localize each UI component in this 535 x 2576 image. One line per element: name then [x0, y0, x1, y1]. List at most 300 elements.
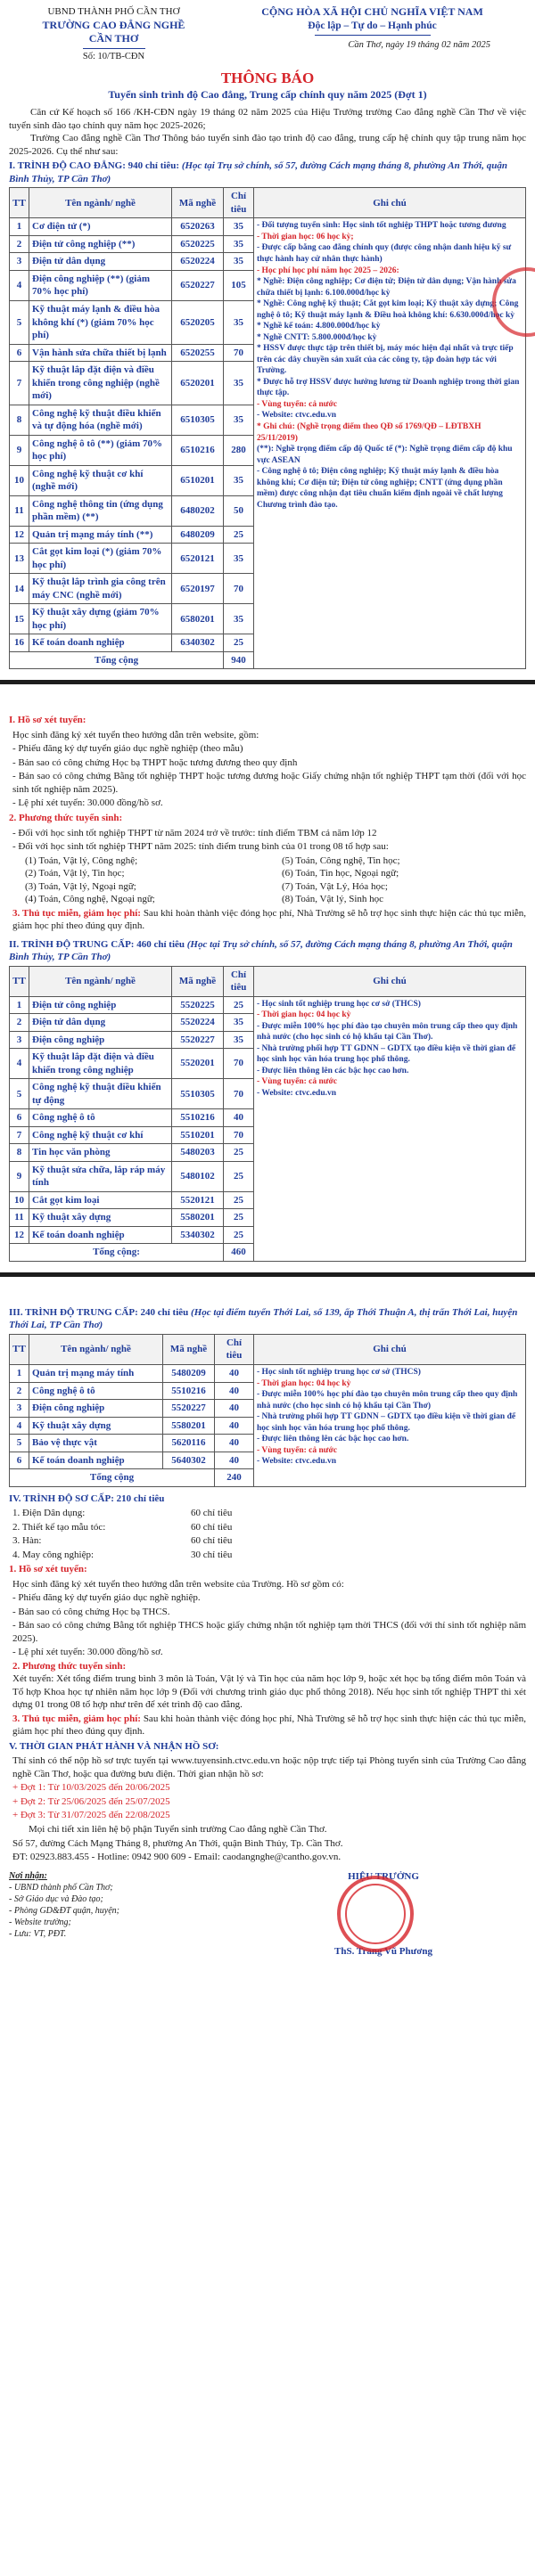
elementary-item	[0, 1521, 535, 1534]
program-name: Công nghệ kỹ thuật cơ khí	[29, 1126, 172, 1144]
header-rule	[83, 48, 145, 49]
row-index: 5	[10, 1079, 29, 1109]
subject-combos	[0, 855, 535, 906]
note-line: - Học phí học phí năm học 2025 – 2026:	[257, 266, 399, 275]
program-name: Quản trị mạng máy tính	[29, 1365, 163, 1383]
recipient-item: - Lưu: VT, PĐT.	[9, 1929, 67, 1940]
program-name: Điện tử dân dụng	[29, 253, 172, 271]
row-index: 9	[10, 435, 29, 465]
program-name: Điện công nghiệp	[29, 1031, 172, 1049]
program-name: Tin học văn phòng	[29, 1144, 172, 1162]
divider-line	[0, 1272, 535, 1277]
college-method-list	[0, 827, 535, 854]
note-line: (**): Nghề trọng điểm cấp độ Quốc tế (*): Nghề trọng điểm cấp độ khu vực ASEAN	[257, 445, 513, 465]
section-intermediate-location: (Học tại Trụ sở chính, số 57, đường Cách mạng tháng 8, phường An Thới, quận Bình Thủy, TP Cần Thơ)	[9, 938, 513, 963]
elementary-name: 4. May công nghiệp:	[12, 1549, 95, 1560]
row-index: 14	[10, 574, 29, 604]
program-name: Kỹ thuật lắp trình gia công trên máy CNC (nghề mới)	[29, 574, 172, 604]
subject-combo: (1) Toán, Vật lý, Công nghệ;	[25, 855, 138, 866]
official-seal-icon	[337, 1876, 414, 1952]
program-code: 6520255	[172, 344, 224, 362]
program-code: 6340302	[172, 634, 224, 652]
note-line: - Được liên thông lên các bậc học cao hơn.	[257, 1435, 409, 1444]
row-index: 4	[10, 1417, 29, 1435]
table-row	[10, 218, 526, 236]
program-quota: 35	[224, 301, 254, 345]
college-profile-heading: I. Hồ sơ xét tuyển:	[9, 715, 86, 726]
subject-combo: (2) Toán, Vật lý, Tin học;	[25, 868, 125, 879]
row-index: 3	[10, 253, 29, 271]
row-index: 8	[10, 1144, 29, 1162]
issuer-school-line2: CẦN THƠ	[88, 32, 139, 45]
program-code: 5640302	[163, 1452, 215, 1469]
note-line: - Vùng tuyển: cả nước	[257, 399, 337, 409]
nation-name: CỘNG HÒA XÃ HỘI CHỦ NGHĨA VIỆT NAM	[261, 5, 483, 18]
row-index: 10	[10, 465, 29, 495]
program-code: 5510216	[163, 1382, 215, 1400]
document-header	[0, 0, 535, 63]
program-code: 5480203	[172, 1144, 224, 1162]
program-code: 6520201	[172, 362, 224, 405]
section-timeline-title: V. THỜI GIAN PHÁT HÀNH VÀ NHẬN HỒ SƠ:	[9, 1740, 219, 1752]
recipient-item: - Sở Giáo dục và Đào tạo;	[9, 1893, 103, 1904]
row-index: 1	[10, 218, 29, 236]
section-thoilai-location: (Học tại điểm tuyển Thới Lai, số 139, ấp Thới Thuận A, thị trấn Thới Lai, huyện Thới Lai, TP Cần Thơ)	[9, 1306, 518, 1331]
program-code: 5510305	[172, 1079, 224, 1109]
elementary-quota: 30 chỉ tiêu	[191, 1549, 233, 1560]
section-college-heading	[0, 159, 535, 185]
program-name: Điện tử công nghiệp (**)	[29, 235, 172, 253]
note-line: - Được cấp bằng cao đẳng chính quy (được công nhận danh hiệu kỹ sư thực hành hay cử nhân thực hành)	[257, 243, 512, 265]
program-quota: 40	[215, 1400, 254, 1418]
program-quota: 35	[224, 405, 254, 435]
program-code: 5520225	[172, 996, 224, 1014]
college-table-body	[10, 218, 526, 669]
note-line: - Học sinh tốt nghiệp trung học cơ sở (THCS)	[257, 1368, 421, 1377]
program-quota: 70	[224, 1126, 254, 1144]
col-name: Tên ngành/ nghề	[29, 966, 172, 996]
program-quota: 35	[224, 1031, 254, 1049]
program-quota: 40	[215, 1365, 254, 1383]
note-line: - Được liên thông lên các bậc học cao hơn.	[257, 1066, 409, 1075]
program-name: Cắt gọt kim loại (*) (giảm 70% học phí)	[29, 544, 172, 574]
note-line: - Nhà trường phối hợp TT GDNN – GDTX tạo điều kiện về thời gian để học sinh học văn hóa trung học phổ thông.	[257, 1412, 516, 1433]
program-name: Kỹ thuật lắp đặt điện và điều khiển trong công nghiệp (nghề mới)	[29, 362, 172, 405]
program-quota: 35	[224, 362, 254, 405]
elementary-quota: 60 chỉ tiêu	[191, 1535, 233, 1547]
profile-item: - Phiếu đăng ký dự tuyển giáo dục nghề nghiệp.	[12, 1592, 201, 1604]
college-table-header	[10, 188, 526, 218]
profile-item: - Bản sao có công chứng Bằng tốt nghiệp THCS hoặc giấy chứng nhận tốt nghiệp tạm thời THCS (đối với thí sinh tốt nghiệp năm 2025).	[12, 1620, 526, 1644]
program-quota: 40	[215, 1382, 254, 1400]
total-label: Tổng cộng:	[10, 1244, 224, 1262]
recipients-block	[9, 1870, 241, 1959]
total-value: 240	[215, 1469, 254, 1487]
program-name: Cắt gọt kim loại	[29, 1191, 172, 1209]
elementary-name: 3. Hàn:	[12, 1535, 42, 1547]
intermediate-table-header	[10, 966, 526, 996]
note-line: - Học sinh tốt nghiệp trung học cơ sở (THCS)	[257, 999, 421, 1009]
row-index: 4	[10, 1049, 29, 1079]
row-index: 15	[10, 604, 29, 634]
note-line: - Website: ctvc.edu.vn	[257, 411, 337, 421]
total-value: 940	[224, 651, 254, 669]
program-name: Kế toán doanh nghiệp	[29, 1226, 172, 1244]
contact-line-2: Số 57, đường Cách Mạng Tháng 8, phường An Thới, quận Bình Thủy, Tp. Cần Thơ.	[12, 1837, 343, 1849]
method-item: - Đối với học sinh tốt nghiệp THPT từ năm 2024 trở về trước: tính điểm TBM cả năm lớp 12	[12, 827, 377, 838]
program-quota: 105	[224, 270, 254, 300]
profile-item: - Bản sao có công chứng Học bạ THPT hoặc tương đương theo quy định	[12, 756, 298, 768]
note-line: - Được miễn 100% học phí đào tạo chuyên môn trung cấp theo quy định nhà nước (cho học sinh có hộ khẩu tại Cần Thơ)	[257, 1390, 518, 1411]
signature-area	[0, 1865, 535, 1959]
col-code: Mã nghề	[163, 1334, 215, 1364]
row-index: 7	[10, 1126, 29, 1144]
seal-ring	[345, 1884, 406, 1944]
col-count: Chỉ tiêu	[215, 1334, 254, 1364]
row-index: 13	[10, 544, 29, 574]
recipients-title: Nơi nhận:	[9, 1870, 47, 1881]
elementary-name: 1. Điện Dân dụng:	[12, 1508, 86, 1519]
program-quota: 40	[224, 1109, 254, 1127]
subject-combo: (5) Toán, Công nghệ, Tin học;	[282, 855, 400, 866]
profile-item: - Lệ phí xét tuyển: 30.000 đồng/hồ sơ.	[12, 1647, 163, 1658]
col-code: Mã nghề	[172, 966, 224, 996]
program-code: 6480209	[172, 526, 224, 544]
program-code: 5520201	[172, 1049, 224, 1079]
program-name: Cơ điện tử (*)	[29, 218, 172, 236]
elementary-fee-block	[0, 1713, 535, 1738]
college-table	[9, 187, 526, 669]
program-code: 5580201	[172, 1209, 224, 1227]
note-line: - Thời gian học: 04 học kỳ	[257, 1010, 351, 1020]
program-name: Công nghệ ô tô (**) (giảm 70% học phí)	[29, 435, 172, 465]
note-line: - Website: ctvc.edu.vn	[257, 1088, 337, 1098]
program-quota: 70	[224, 1079, 254, 1109]
row-index: 6	[10, 344, 29, 362]
section-college-title: I. TRÌNH ĐỘ CAO ĐẲNG: 940 chỉ tiêu:	[9, 160, 180, 172]
program-code: 6580201	[172, 604, 224, 634]
total-label: Tổng cộng	[10, 651, 224, 669]
signer-name: ThS. Trang Vũ Phương	[334, 1946, 432, 1958]
note-line: - Được miễn 100% học phí đào tạo chuyên môn trung cấp theo quy định nhà nước (cho học sinh có hộ khẩu tại Cần Thơ).	[257, 1021, 518, 1043]
row-index: 8	[10, 405, 29, 435]
program-code: 5520227	[172, 1031, 224, 1049]
profile-item: - Lệ phí xét tuyển: 30.000 đồng/hồ sơ.	[12, 797, 163, 809]
col-tt: TT	[10, 966, 29, 996]
col-notes: Ghi chú	[254, 188, 526, 218]
section-divider	[0, 669, 535, 712]
note-line: - Đối tượng tuyển sinh: Học sinh tốt nghiệp THPT hoặc tương đương	[257, 221, 506, 231]
program-quota: 25	[224, 1209, 254, 1227]
note-line: * Nghề: Điện công nghiệp; Cơ điện tử; Điện tử dân dụng; Vận hành sửa chữa thiết bị lạnh: 6.100.000đ/học kỳ	[257, 277, 516, 298]
program-code: 5620116	[163, 1435, 215, 1452]
col-notes: Ghi chú	[254, 1334, 526, 1364]
section-elementary-title: IV. TRÌNH ĐỘ SƠ CẤP: 210 chỉ tiêu	[9, 1492, 165, 1504]
motto-rule	[315, 35, 431, 36]
elementary-method-heading: 2. Phương thức tuyển sinh:	[12, 1660, 127, 1672]
college-fee-text: Sau khi hoàn thành việc đóng học phí, Nhà Trường sẽ hỗ trợ học sinh thực hiện các thủ tục miễn, giảm học phí theo đúng quy định.	[12, 907, 527, 932]
round-item: + Đợt 3: Từ 31/07/2025 đến 22/08/2025	[12, 1810, 170, 1821]
program-name: Kế toán doanh nghiệp	[29, 634, 172, 652]
document-number: Số: 10/TB-CĐN	[82, 52, 145, 62]
thoilai-table-body	[10, 1365, 526, 1487]
signer-role: HIỆU TRƯỞNG	[348, 1870, 419, 1882]
elementary-item	[0, 1534, 535, 1548]
total-value: 460	[224, 1244, 254, 1262]
program-quota: 25	[224, 996, 254, 1014]
issuer-city: UBND THÀNH PHỐ CẦN THƠ	[47, 6, 180, 17]
program-name: Vận hành sửa chữa thiết bị lạnh	[29, 344, 172, 362]
row-index: 12	[10, 1226, 29, 1244]
program-code: 6520224	[172, 253, 224, 271]
section-intermediate-heading	[0, 938, 535, 964]
col-name: Tên ngành/ nghề	[29, 1334, 163, 1364]
issuer-block	[9, 5, 218, 63]
row-index: 12	[10, 526, 29, 544]
recipients-list	[9, 1882, 241, 1941]
row-index: 2	[10, 235, 29, 253]
subject-combo: (4) Toán, Công nghệ, Ngoại ngữ;	[25, 894, 155, 905]
program-code: 5520224	[172, 1014, 224, 1032]
program-name: Điện công nghiệp (**) (giảm 70% học phí)	[29, 270, 172, 300]
program-code: 5480102	[172, 1161, 224, 1191]
thoilai-table-header	[10, 1334, 526, 1364]
note-line: - Thời gian học: 06 học kỳ;	[257, 232, 354, 241]
program-code: 6520121	[172, 544, 224, 574]
col-count: Chỉ tiêu	[224, 188, 254, 218]
program-quota: 50	[224, 495, 254, 526]
timeline-rounds	[0, 1781, 535, 1822]
row-index: 4	[10, 270, 29, 300]
program-code: 6520197	[172, 574, 224, 604]
program-code: 6510305	[172, 405, 224, 435]
program-quota: 25	[224, 1226, 254, 1244]
program-quota: 35	[224, 465, 254, 495]
program-quota: 35	[224, 253, 254, 271]
subject-combo: (7) Toán, Vật Lý, Hóa học;	[282, 880, 388, 892]
program-name: Công nghệ ô tô	[29, 1109, 172, 1127]
section-thoilai-title: III. TRÌNH ĐỘ TRUNG CẤP: 240 chỉ tiêu	[9, 1306, 189, 1318]
program-name: Kỹ thuật xây dựng (giảm 70% học phí)	[29, 604, 172, 634]
profile-item: - Bản sao có công chứng Bằng tốt nghiệp THPT hoặc tương đương hoặc Giấy chứng nhận tốt nghiệp THPT tạm thời (đối với học sinh tốt nghiệp năm 2025).	[12, 771, 526, 795]
subject-combo: (8) Toán, Vật lý, Sinh học	[282, 894, 384, 905]
note-line: * Ghi chú: (Nghề trọng điểm theo QĐ số 1769/QĐ – LĐTBXH 25/11/2019)	[257, 421, 482, 443]
elementary-fee-text: Sau khi hoàn thành việc đóng học phí, Nhà Trường sẽ hỗ trợ học sinh thực hiện các thủ tục miễn, giảm học phí theo đúng quy định.	[12, 1713, 527, 1738]
program-name: Công nghệ kỹ thuật điều khiển tự động	[29, 1079, 172, 1109]
table-row	[10, 996, 526, 1014]
col-code: Mã nghề	[172, 188, 224, 218]
program-name: Kỹ thuật xây dựng	[29, 1417, 163, 1435]
elementary-method-block	[0, 1660, 535, 1712]
program-quota: 70	[224, 574, 254, 604]
college-method-heading: 2. Phương thức tuyển sinh:	[9, 812, 123, 823]
program-name: Quản trị mạng máy tính (**)	[29, 526, 172, 544]
program-code: 5480209	[163, 1365, 215, 1383]
note-line: - Công nghệ ô tô; Điện công nghiệp; Kỹ thuật máy lạnh & điều hòa không khí; Cơ điện tử; Điện tử công nghiệp; CNTT (ứng dụng phần mềm) được công nhận đạt tiêu chuẩn kiểm định ngoài về chất lượng Chương trình đào tạo.	[257, 467, 503, 510]
note-line: * Nghề kế toán: 4.800.000đ/học kỳ	[257, 322, 381, 331]
row-index: 5	[10, 1435, 29, 1452]
row-index: 11	[10, 1209, 29, 1227]
note-line: * HSSV được thực tập trên thiết bị, máy móc hiện đại nhất và trực tiếp trên các dây chuyền sản xuất của các công ty, tập đoàn hợp tác với Trường.	[257, 344, 514, 376]
program-quota: 70	[224, 1049, 254, 1079]
elementary-item	[0, 1507, 535, 1520]
college-profile-list	[0, 742, 535, 810]
program-name: Kỹ thuật máy lạnh & điều hòa không khí (*) (giảm 70% học phí)	[29, 301, 172, 345]
program-code: 5340302	[172, 1226, 224, 1244]
program-quota: 25	[224, 634, 254, 652]
row-index: 6	[10, 1109, 29, 1127]
program-quota: 25	[224, 1161, 254, 1191]
program-quota: 280	[224, 435, 254, 465]
program-quota: 35	[224, 544, 254, 574]
col-tt: TT	[10, 1334, 29, 1364]
program-name: Điện công nghiệp	[29, 1400, 163, 1418]
program-quota: 40	[215, 1435, 254, 1452]
program-name: Công nghệ ô tô	[29, 1382, 163, 1400]
program-name: Điện tử công nghiệp	[29, 996, 172, 1014]
program-code: 5520121	[172, 1191, 224, 1209]
program-quota: 25	[224, 526, 254, 544]
row-index: 2	[10, 1014, 29, 1032]
round-item: + Đợt 1: Từ 10/03/2025 đến 20/06/2025	[12, 1782, 170, 1794]
program-name: Điện tử dân dụng	[29, 1014, 172, 1032]
row-index: 16	[10, 634, 29, 652]
round-item: + Đợt 2: Từ 25/06/2025 đến 25/07/2025	[12, 1795, 170, 1807]
total-label: Tổng cộng	[10, 1469, 215, 1487]
program-code: 5510201	[172, 1126, 224, 1144]
method-item: - Đối với học sinh tốt nghiệp THPT năm 2025: tính điểm trung bình của 01 trong 08 tổ hợp sau:	[12, 841, 389, 853]
elementary-method-text: Xét tuyển: Xét tổng điểm trung bình 3 môn là Toán, Vật lý và Tin học của năm học lớp 9, hoặc xét học bạ tổng điểm môn Toán và Tổ hợp Khoa học tự nhiên năm học lớp 9 (Đối với chương trình giáo dục phổ thông 2018). Nếu học sinh tốt nghiệp THPT thì xét dựng 01 trong 08 tổ hợp như trên để xét trình độ cao đẳng.	[12, 1673, 526, 1711]
program-code: 6520205	[172, 301, 224, 345]
elementary-quota: 60 chỉ tiêu	[191, 1508, 233, 1519]
program-quota: 35	[224, 604, 254, 634]
issuer-school: TRƯỜNG CAO ĐẲNG NGHỀ	[42, 18, 185, 31]
recipient-item: - Phòng GD&ĐT quận, huyện;	[9, 1906, 119, 1917]
note-line: - Vùng tuyển: cả nước	[257, 1077, 337, 1087]
program-code: 6480202	[172, 495, 224, 526]
note-line: - Nhà trường phối hợp TT GDNN – GDTX tạo điều kiện về thời gian để học sinh học văn hóa trung học phổ thông.	[257, 1043, 516, 1065]
note-line: * Nghề CNTT: 5.800.000đ/học kỳ	[257, 332, 377, 342]
row-index: 2	[10, 1382, 29, 1400]
note-line: * Nghề: Công nghệ kỹ thuật; Cắt gọt kim loại; Kỹ thuật xây dựng; Công nghệ ô tô; Kỹ thuật máy lạnh & Điều hoà không khí: 6.630.000đ/học kỳ	[257, 299, 519, 320]
row-index: 10	[10, 1191, 29, 1209]
program-name: Kỹ thuật lắp đặt điện và điều khiển trong công nghiệp	[29, 1049, 172, 1079]
intermediate-table	[9, 966, 526, 1262]
contact-line-3: ĐT: 02923.883.455 - Hotline: 0942 900 609 - Email: caodangnghe@cantho.gov.vn.	[12, 1852, 342, 1863]
program-code: 6520225	[172, 235, 224, 253]
row-index: 5	[10, 301, 29, 345]
note-line: - Website: ctvc.edu.vn	[257, 1457, 337, 1467]
table-row	[10, 1365, 526, 1383]
subject-combo: (3) Toán, Vật lý, Ngoại ngữ;	[25, 880, 136, 892]
document-date: Cần Thơ, ngày 19 tháng 02 năm 2025	[348, 40, 490, 50]
elementary-item	[0, 1549, 535, 1562]
section-college-location: (Học tại Trụ sở chính, số 57, đường Cách mạng tháng 8, phường An Thới, quận Bình Thủy, TP Cần Thơ)	[9, 160, 507, 184]
elementary-name: 2. Thiết kế tạo mẫu tóc:	[12, 1521, 106, 1533]
notes-cell	[254, 996, 526, 1261]
row-index: 3	[10, 1400, 29, 1418]
program-quota: 40	[215, 1417, 254, 1435]
program-code: 6520227	[172, 270, 224, 300]
program-code: 5580201	[163, 1417, 215, 1435]
section-thoilai-heading	[0, 1306, 535, 1332]
page-subtitle: Tuyển sinh trình độ Cao đẳng, Trung cấp chính quy năm 2025 (Đợt 1)	[108, 88, 427, 102]
row-index: 7	[10, 362, 29, 405]
notes-cell	[254, 218, 526, 669]
row-index: 1	[10, 1365, 29, 1383]
elementary-profile-heading: 1. Hồ sơ xét tuyển:	[9, 1564, 87, 1575]
program-quota: 25	[224, 1191, 254, 1209]
row-index: 9	[10, 1161, 29, 1191]
col-name: Tên ngành/ nghề	[29, 188, 172, 218]
program-name: Kế toán doanh nghiệp	[29, 1452, 163, 1469]
contact-line-1: Mọi chi tiết xin liên hệ bộ phận Tuyển sinh trường Cao đẳng nghề Cần Thơ.	[29, 1823, 327, 1835]
col-tt: TT	[10, 188, 29, 218]
page-title: THÔNG BÁO	[220, 70, 315, 87]
program-quota: 25	[224, 1144, 254, 1162]
nation-motto: Độc lập – Tự do – Hạnh phúc	[308, 20, 437, 31]
program-code: 6510216	[172, 435, 224, 465]
college-fee-block	[0, 907, 535, 933]
row-index: 1	[10, 996, 29, 1014]
elementary-list	[0, 1507, 535, 1561]
note-line: - Vùng tuyển: cả nước	[257, 1445, 337, 1455]
thoilai-table	[9, 1334, 526, 1487]
row-index: 11	[10, 495, 29, 526]
signer-block	[241, 1870, 526, 1959]
program-code: 6510201	[172, 465, 224, 495]
intermediate-table-body	[10, 996, 526, 1261]
intro-paragraph-1: Căn cứ Kế hoạch số 166 /KH-CĐN ngày 19 tháng 02 năm 2025 của Hiệu Trưởng trường Cao đẳng nghề Cần Thơ về việc tuyển sinh đào tạo chính quy năm học 2025-2026;	[9, 107, 526, 131]
program-name: Kỹ thuật sửa chữa, lắp ráp máy tính	[29, 1161, 172, 1191]
col-notes: Ghi chú	[254, 966, 526, 996]
divider-line	[0, 680, 535, 684]
profile-item: - Bản sao có công chứng Học bạ THCS.	[12, 1606, 170, 1617]
program-name: Kỹ thuật xây dựng	[29, 1209, 172, 1227]
intro-paragraph-2: Trường Cao đẳng nghề Cần Thơ Thông báo tuyển sinh đào tạo trình độ cao đẳng, trung cấp hệ chính quy tập trung năm học 2025-2026. Cụ thể như sau:	[9, 133, 526, 157]
profile-item: - Phiếu đăng ký dự tuyển giáo dục nghề nghiệp (theo mẫu)	[12, 743, 243, 755]
note-line: * Được hỗ trợ HSSV được hưởng lương từ Doanh nghiệp trong thời gian thực tập.	[257, 377, 520, 398]
college-fee-heading: 3. Thủ tục miễn, giảm học phí:	[12, 907, 141, 919]
row-index: 3	[10, 1031, 29, 1049]
section-divider-2	[0, 1262, 535, 1304]
program-quota: 35	[224, 1014, 254, 1032]
program-code: 6520263	[172, 218, 224, 236]
col-count: Chỉ tiêu	[224, 966, 254, 996]
program-name: Công nghệ thông tin (ứng dụng phần mềm) (**)	[29, 495, 172, 526]
timeline-text: Thí sinh có thể nộp hồ sơ trực tuyến tại www.tuyensinh.ctvc.edu.vn hoặc nộp trực tiếp tại Phòng tuyển sinh của Trường Cao đẳng nghề Cần Thơ, hoặc qua đường bưu điện. Thời gian nhận hồ sơ:	[12, 1755, 526, 1779]
nation-block	[218, 5, 526, 63]
program-quota: 35	[224, 235, 254, 253]
program-quota: 40	[215, 1452, 254, 1469]
elementary-profile-list	[0, 1591, 535, 1659]
program-name: Bảo vệ thực vật	[29, 1435, 163, 1452]
notes-cell	[254, 1365, 526, 1487]
elementary-profile-intro: Học sinh đăng ký xét tuyển theo hướng dẫn trên website của Trường. Hồ sơ gồm có:	[12, 1578, 344, 1590]
section-intermediate-title: II. TRÌNH ĐỘ TRUNG CẤP: 460 chỉ tiêu	[9, 938, 185, 950]
recipient-item: - Website trường;	[9, 1918, 71, 1928]
program-quota: 35	[224, 218, 254, 236]
elementary-quota: 60 chỉ tiêu	[191, 1521, 233, 1533]
note-line: - Thời gian học: 04 học kỳ	[257, 1378, 351, 1388]
subject-combo: (6) Toán, Tin học, Ngoại ngữ;	[282, 868, 399, 879]
college-profile-intro: Học sinh đăng ký xét tuyển theo hướng dẫn trên website, gồm:	[12, 729, 259, 740]
program-quota: 70	[224, 344, 254, 362]
program-code: 5520227	[163, 1400, 215, 1418]
program-name: Công nghệ kỹ thuật điều khiển và tự động hóa (nghề mới)	[29, 405, 172, 435]
program-code: 5510216	[172, 1109, 224, 1127]
program-name: Công nghệ kỹ thuật cơ khí (nghề mới)	[29, 465, 172, 495]
